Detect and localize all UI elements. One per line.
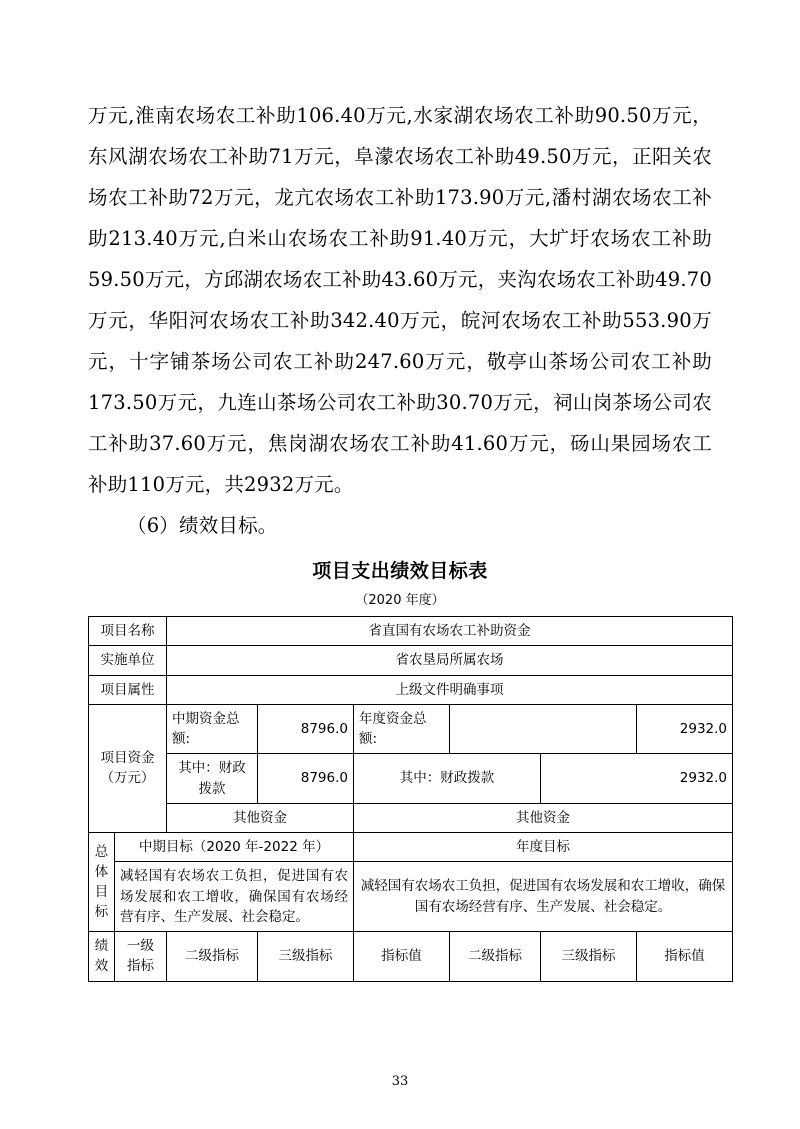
- cell-midterm-total-label: 中期资金总额:: [167, 704, 258, 754]
- cell-annual-other-funds-label: 其他资金: [354, 803, 733, 832]
- cell-annual-appropriation-value: 2932.0: [541, 754, 733, 804]
- performance-goal-table: [88, 616, 733, 982]
- cell-midterm-total-value: 8796.0: [258, 704, 354, 754]
- cell-funds-label: [89, 704, 167, 832]
- overall-label-char-2: 体: [94, 863, 109, 880]
- cell-midterm-appropriation-label: 其中：财政拨款: [167, 754, 258, 804]
- funds-label-line1: 项目资金: [100, 750, 155, 767]
- table-row: [89, 646, 733, 675]
- table-title: 项目支出绩效目标表: [312, 560, 488, 582]
- cell-annual-goal-header: 年度目标: [354, 833, 733, 862]
- cell-project-name-label: 项目名称: [89, 617, 167, 646]
- cell-midterm-other-funds-label: 其他资金: [167, 803, 354, 832]
- cell-attribute-label: 项目属性: [89, 675, 167, 704]
- table-subtitle: （2020 年度）: [355, 593, 445, 608]
- cell-annual-total-value: 2932.0: [637, 704, 733, 754]
- overall-label-char-1: 总: [94, 843, 109, 860]
- cell-level3-indicator-label-annual: 三级指标: [541, 932, 637, 982]
- cell-midterm-goal-text: 减轻国有农场农工负担，促进国有农场发展和农工增收，确保国有农场经营有序、生产发展、社会稳定。: [115, 862, 354, 932]
- overall-label-char-3: 目: [94, 884, 109, 900]
- table-row: [89, 833, 733, 862]
- cell-level1-indicator-label: [115, 932, 167, 982]
- cell-annual-total-spacer: [450, 704, 637, 754]
- table-row: [89, 675, 733, 704]
- cell-project-name-value: 省直国有农场农工补助资金: [167, 617, 733, 646]
- cell-unit-label: 实施单位: [89, 646, 167, 675]
- table-row: [89, 754, 733, 804]
- cell-midterm-goal-header: 中期目标（2020 年-2022 年）: [115, 833, 354, 862]
- cell-annual-appropriation-label: 其中：财政拨款: [354, 754, 541, 804]
- funds-label-line2: （万元）: [100, 770, 155, 787]
- level1-label-line2: 指标: [127, 958, 154, 975]
- cell-midterm-appropriation-value: 8796.0: [258, 754, 354, 804]
- table-row: [89, 704, 733, 754]
- cell-indicator-value-label-annual: 指标值: [637, 932, 733, 982]
- paragraph-funding-detail: 万元,淮南农场农工补助106.40万元,水家湖农场农工补助90.50万元，东风湖农场农工补助71万元，阜濛农场农工补助49.50万元，正阳关农场农工补助72万元，龙亢农场农工补助173.90万元,潘村湖农场农工补助213.40万元,白米山农场农工补助91.40万元，大圹圩农场农工补助59.50万元，方邱湖农场农工补助43.60万元，夹沟农场农工补助49.70万元，华阳河农场农工补助342.40万元，皖河农场农工补助553.90万元，十字铺茶场公司农工补助247.60万元，敬亭山茶场公司农工补助173.50万元，九连山茶场公司农工补助30.70万元，祠山岗茶场公司农工补助37.60万元，焦岗湖农场农工补助41.60万元，砀山果园场农工补助110万元，共2932万元。: [88, 104, 712, 496]
- body-text-block: [88, 95, 712, 546]
- cell-indicator-value-label-midterm: 指标值: [354, 932, 450, 982]
- cell-unit-value: 省农垦局所属农场: [167, 646, 733, 675]
- level1-label-line1: 一级: [127, 938, 154, 954]
- overall-label-char-4: 标: [94, 904, 109, 921]
- performance-label-char-1: 绩: [94, 938, 109, 954]
- paragraph-performance-goal-heading: （6）绩效目标。: [127, 514, 278, 537]
- table-row: [89, 862, 733, 932]
- cell-annual-goal-text: 减轻国有农场农工负担，促进国有农场发展和农工增收，确保国有农场经营有序、生产发展、社会稳定。: [354, 862, 733, 932]
- table-row: [89, 803, 733, 832]
- cell-level3-indicator-label-midterm: 三级指标: [258, 932, 354, 982]
- cell-level2-indicator-label-midterm: 二级指标: [167, 932, 258, 982]
- page-number: 33: [391, 1074, 409, 1089]
- table-row: [89, 932, 733, 982]
- cell-attribute-value: 上级文件明确事项: [167, 675, 733, 704]
- table-row: [89, 617, 733, 646]
- cell-overall-goal-label: [89, 833, 115, 932]
- cell-annual-total-label: 年度资金总额:: [354, 704, 450, 754]
- performance-label-char-2: 效: [94, 958, 109, 975]
- cell-performance-label: [89, 932, 115, 982]
- cell-level2-indicator-label-annual: 二级指标: [450, 932, 541, 982]
